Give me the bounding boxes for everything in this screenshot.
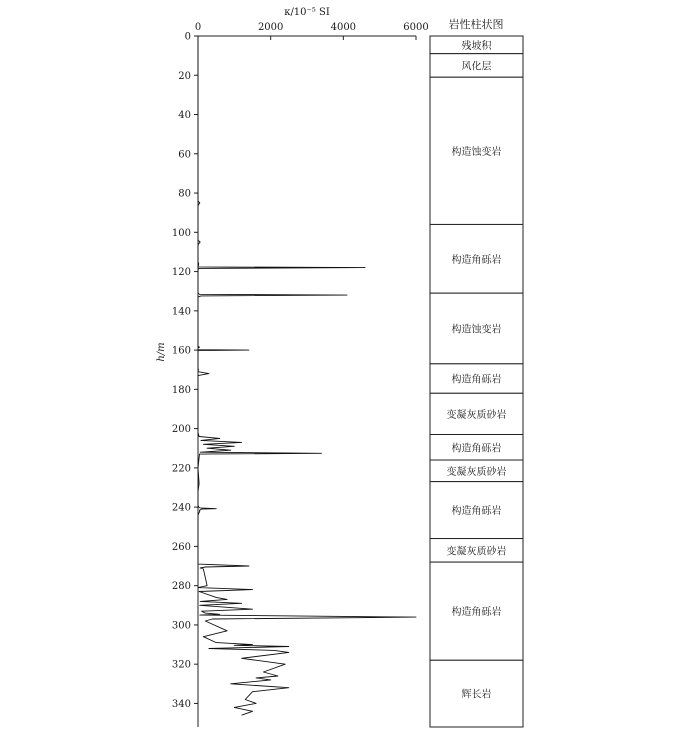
layer-group: [430, 36, 523, 727]
plot-area: [156, 7, 429, 727]
y-tick-group: [172, 32, 198, 710]
y-tick-label: 200: [171, 424, 191, 436]
lithology-layer-label: 构造角砾岩: [451, 607, 502, 619]
lithology-layer-label: 构造蚀变岩: [451, 324, 502, 336]
x-axis-title: κ/10⁻⁵ SI: [284, 7, 330, 18]
y-tick-label: 80: [178, 188, 191, 200]
lithology-layer-label: 辉长岩: [461, 689, 492, 701]
y-tick-label: 240: [171, 502, 191, 514]
x-tick-label: 0: [194, 22, 202, 33]
y-tick-label: 180: [171, 384, 191, 396]
lithology-layer-label: 构造角砾岩: [451, 443, 502, 455]
series-group: [198, 36, 416, 715]
lithology-header: 岩性柱状图: [448, 18, 504, 31]
y-tick-label: 40: [178, 110, 191, 122]
y-tick-label: 20: [178, 70, 191, 82]
lithology-layer-label: 构造蚀变岩: [451, 146, 502, 158]
y-tick-label: 220: [171, 463, 191, 475]
y-tick-label: 140: [171, 306, 191, 318]
y-tick-label: 100: [171, 227, 191, 239]
x-tick-label: 4000: [330, 22, 357, 33]
x-tick-group: [195, 22, 429, 40]
lithology-layer-label: 变凝灰质砂岩: [446, 546, 507, 558]
y-tick-label: 120: [171, 267, 191, 279]
y-tick-label: 260: [171, 541, 191, 553]
x-tick-label: 6000: [403, 22, 429, 33]
y-tick-label: 340: [171, 698, 191, 710]
lithology-layer-label: 变凝灰质砂岩: [446, 466, 507, 478]
lithology-layer-label: 构造角砾岩: [451, 374, 502, 386]
lithology-layer-label: 残坡积: [461, 40, 492, 52]
x-tick-label: 2000: [257, 22, 284, 33]
lithology-layer-label: 变凝灰质砂岩: [446, 409, 507, 421]
lithology-layer-label: 风化层: [461, 61, 492, 73]
susceptibility-curve: [198, 36, 416, 715]
y-axis-title: h/m: [156, 342, 167, 362]
y-tick-label: 320: [171, 659, 191, 671]
lithology-column: [430, 17, 523, 727]
y-tick-label: 60: [178, 149, 191, 161]
y-tick-label: 300: [171, 620, 191, 632]
lithology-layer-label: 构造角砾岩: [451, 254, 502, 266]
y-tick-label: 280: [171, 581, 191, 593]
y-tick-label: 160: [171, 345, 191, 357]
y-tick-label: 0: [184, 31, 191, 43]
lithology-layer-label: 构造角砾岩: [451, 506, 502, 518]
